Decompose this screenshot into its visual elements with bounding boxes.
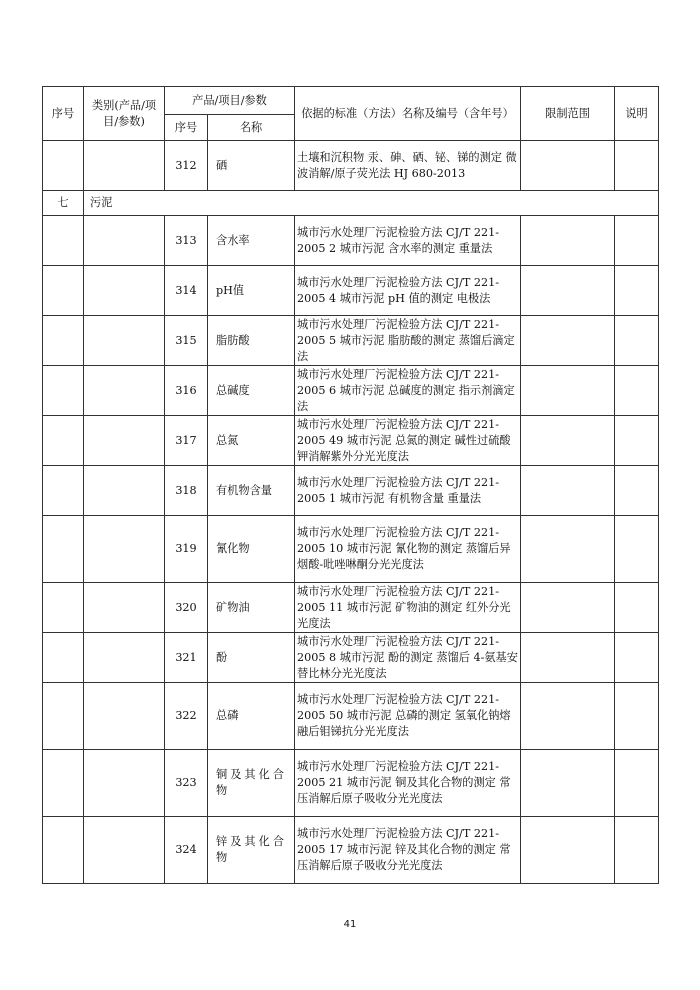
empty-cell	[43, 366, 84, 416]
row-number: 317	[165, 416, 208, 466]
empty-cell	[84, 516, 165, 583]
row-item-name: 含水率	[208, 216, 295, 266]
table-row	[43, 583, 659, 633]
table-row	[43, 366, 659, 416]
page-number: 41	[343, 919, 357, 930]
empty-cell	[521, 316, 615, 366]
row-number: 314	[165, 266, 208, 316]
empty-cell	[615, 683, 659, 750]
row-item-name: 脂肪酸	[208, 316, 295, 366]
empty-cell	[43, 216, 84, 266]
row-number: 313	[165, 216, 208, 266]
row-number: 318	[165, 466, 208, 516]
header-product-group: 产品/项目/参数	[165, 87, 295, 115]
row-standard: 城市污水处理厂污泥检验方法 CJ/T 221-2005 4 城市污泥 pH 值的测定 电极法	[295, 266, 521, 316]
table-row	[43, 683, 659, 750]
row-item-name: 氰化物	[208, 516, 295, 583]
empty-cell	[43, 516, 84, 583]
empty-cell	[521, 416, 615, 466]
row-item-name: 铜及其化合物	[208, 750, 295, 817]
section-title: 污泥	[84, 191, 659, 216]
row-item-name: 锌及其化合物	[208, 817, 295, 884]
row-number: 321	[165, 633, 208, 683]
empty-cell	[615, 750, 659, 817]
empty-cell	[615, 583, 659, 633]
row-standard: 城市污水处理厂污泥检验方法 CJ/T 221-2005 21 城市污泥 铜及其化合物的测定 常压消解后原子吸收分光光度法	[295, 750, 521, 817]
table-row	[43, 633, 659, 683]
row-number: 316	[165, 366, 208, 416]
row-standard: 城市污水处理厂污泥检验方法 CJ/T 221-2005 17 城市污泥 锌及其化合物的测定 常压消解后原子吸收分光光度法	[295, 817, 521, 884]
empty-cell	[43, 633, 84, 683]
row-standard: 城市污水处理厂污泥检验方法 CJ/T 221-2005 11 城市污泥 矿物油的测定 红外分光光度法	[295, 583, 521, 633]
empty-cell	[615, 416, 659, 466]
empty-cell	[43, 316, 84, 366]
empty-cell	[84, 316, 165, 366]
header-category: 类别(产品/项目/参数)	[84, 87, 165, 141]
empty-cell	[521, 366, 615, 416]
header-sub-seq: 序号	[165, 115, 208, 141]
empty-cell	[615, 466, 659, 516]
empty-cell	[84, 750, 165, 817]
standards-table	[42, 86, 659, 884]
row-number: 320	[165, 583, 208, 633]
empty-cell	[43, 750, 84, 817]
empty-cell	[84, 633, 165, 683]
empty-cell	[615, 516, 659, 583]
empty-cell	[84, 266, 165, 316]
header-seq: 序号	[43, 87, 84, 141]
row-number: 319	[165, 516, 208, 583]
empty-cell	[43, 466, 84, 516]
header-standard: 依据的标准（方法）名称及编号（含年号）	[295, 87, 521, 141]
empty-cell	[84, 583, 165, 633]
header-note: 说明	[615, 87, 659, 141]
row-item-name: pH值	[208, 266, 295, 316]
empty-cell	[521, 466, 615, 516]
empty-cell	[84, 416, 165, 466]
row-standard: 城市污水处理厂污泥检验方法 CJ/T 221-2005 1 城市污泥 有机物含量 重量法	[295, 466, 521, 516]
empty-cell	[521, 817, 615, 884]
empty-cell	[521, 633, 615, 683]
row-item-name: 硒	[208, 141, 295, 191]
row-number: 324	[165, 817, 208, 884]
empty-cell	[43, 416, 84, 466]
section-row	[43, 191, 659, 216]
row-standard: 城市污水处理厂污泥检验方法 CJ/T 221-2005 49 城市污泥 总氮的测定 碱性过硫酸钾消解紫外分光光度法	[295, 416, 521, 466]
row-standard: 土壤和沉积物 汞、砷、硒、铋、锑的测定 微波消解/原子荧光法 HJ 680-2013	[295, 141, 521, 191]
table-row	[43, 466, 659, 516]
row-number: 323	[165, 750, 208, 817]
empty-cell	[84, 466, 165, 516]
row-standard: 城市污水处理厂污泥检验方法 CJ/T 221-2005 5 城市污泥 脂肪酸的测定 蒸馏后滴定法	[295, 316, 521, 366]
empty-cell	[615, 366, 659, 416]
empty-cell	[43, 266, 84, 316]
section-seq: 七	[43, 191, 84, 216]
empty-cell	[43, 583, 84, 633]
row-standard: 城市污水处理厂污泥检验方法 CJ/T 221-2005 2 城市污泥 含水率的测定 重量法	[295, 216, 521, 266]
table-row	[43, 817, 659, 884]
header-sub-name: 名称	[208, 115, 295, 141]
empty-cell	[521, 216, 615, 266]
row-item-name: 酚	[208, 633, 295, 683]
row-item-name: 总磷	[208, 683, 295, 750]
table-row	[43, 216, 659, 266]
empty-cell	[615, 216, 659, 266]
row-item-name: 有机物含量	[208, 466, 295, 516]
empty-cell	[615, 316, 659, 366]
empty-cell	[84, 683, 165, 750]
row-standard: 城市污水处理厂污泥检验方法 CJ/T 221-2005 8 城市污泥 酚的测定 蒸馏后 4-氨基安替比林分光光度法	[295, 633, 521, 683]
row-number: 312	[165, 141, 208, 191]
row-item-name: 矿物油	[208, 583, 295, 633]
empty-cell	[521, 683, 615, 750]
empty-cell	[615, 817, 659, 884]
table-row	[43, 141, 659, 191]
row-standard: 城市污水处理厂污泥检验方法 CJ/T 221-2005 10 城市污泥 氰化物的测定 蒸馏后异烟酸-吡唑啉酮分光光度法	[295, 516, 521, 583]
empty-cell	[84, 817, 165, 884]
empty-cell	[84, 366, 165, 416]
empty-cell	[615, 633, 659, 683]
table-row	[43, 266, 659, 316]
empty-cell	[43, 817, 84, 884]
table-row	[43, 516, 659, 583]
table-row	[43, 316, 659, 366]
row-standard: 城市污水处理厂污泥检验方法 CJ/T 221-2005 6 城市污泥 总碱度的测定 指示剂滴定法	[295, 366, 521, 416]
table-row	[43, 416, 659, 466]
empty-cell	[43, 683, 84, 750]
empty-cell	[84, 216, 165, 266]
row-number: 322	[165, 683, 208, 750]
empty-cell	[521, 750, 615, 817]
empty-cell	[521, 583, 615, 633]
row-number: 315	[165, 316, 208, 366]
row-standard: 城市污水处理厂污泥检验方法 CJ/T 221-2005 50 城市污泥 总磷的测定 氢氧化钠熔融后钼锑抗分光光度法	[295, 683, 521, 750]
header-limit: 限制范围	[521, 87, 615, 141]
empty-cell	[521, 516, 615, 583]
row-item-name: 总碱度	[208, 366, 295, 416]
table-row	[43, 750, 659, 817]
empty-cell	[615, 266, 659, 316]
row-item-name: 总氮	[208, 416, 295, 466]
empty-cell	[521, 266, 615, 316]
